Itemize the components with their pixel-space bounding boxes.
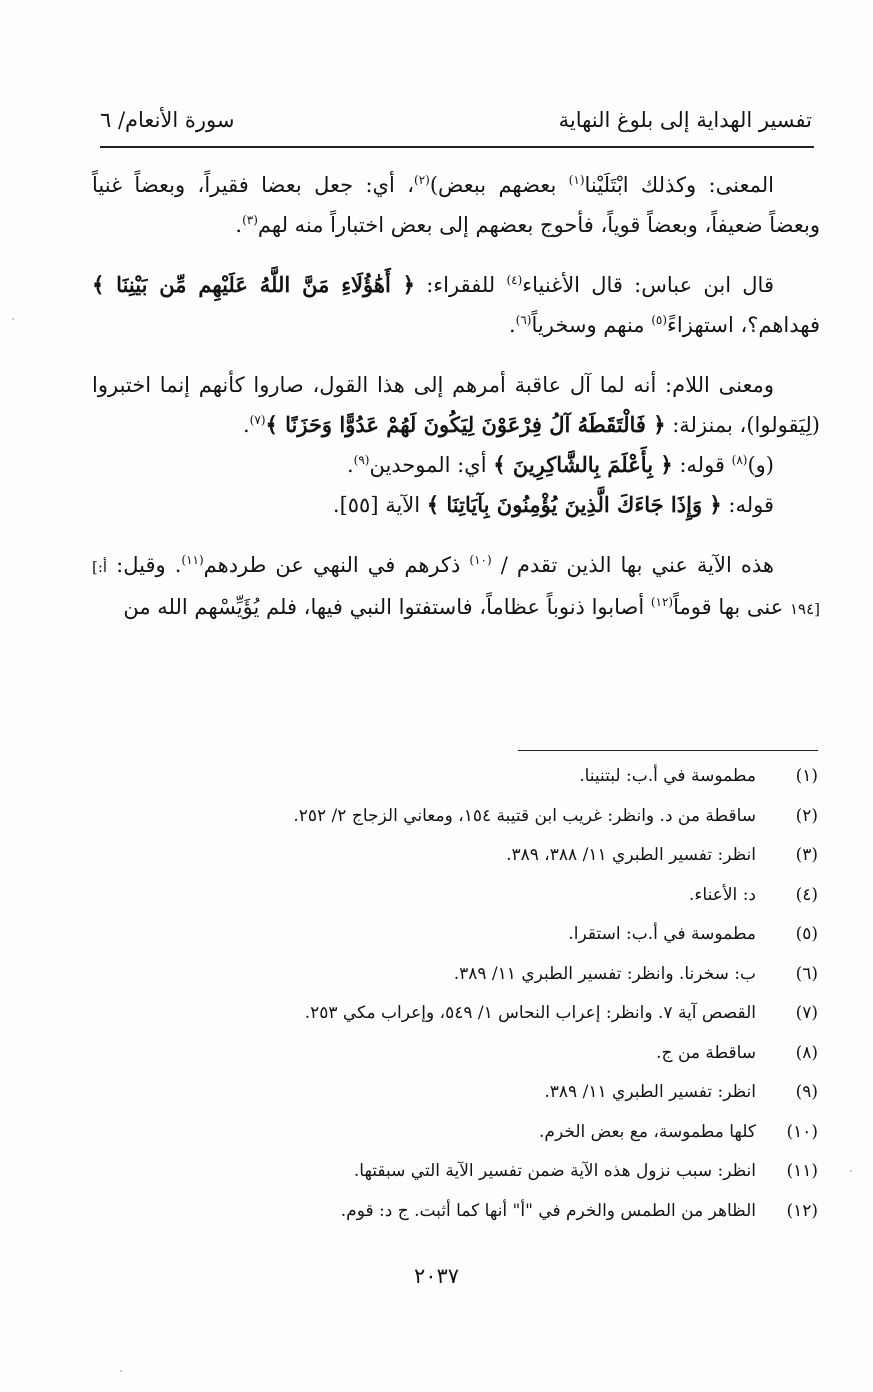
text-run: ، أي: جعل بعضا فقيراً، وبعضاً غنياً وبعضاً ضعيفاً، وبعضاً قوياً، فأحوج بعضهم إلى بعض اختباراً منه لهم: [92, 173, 820, 237]
text-run: عنى بها قوماً: [673, 595, 790, 619]
text-run: قوله:: [672, 453, 732, 477]
footnote-ref-8[interactable]: (٨): [731, 453, 748, 467]
footnote-number: (٣): [795, 845, 818, 865]
text-run: أصابوا ذنوباً عظاماً، فاستفتوا النبي فيها، فلم يُؤَيِّسْهم الله من: [123, 595, 651, 619]
paragraph-2: [92, 265, 820, 345]
main-text: [92, 165, 820, 629]
footnote-number: (٤): [795, 884, 818, 905]
footnote-number: (١): [795, 766, 818, 786]
book-title: تفسير الهداية إلى بلوغ النهاية: [558, 108, 812, 132]
footnote: [180, 964, 820, 1004]
footnote: [180, 806, 820, 846]
paragraph-6: [92, 545, 820, 629]
footnote-number: (٢): [795, 805, 818, 826]
text-run: .: [508, 313, 516, 337]
footnote-ref-4[interactable]: (٤): [506, 273, 523, 287]
footnote-text: كلها مطموسة، مع بعض الخرم.: [539, 1121, 756, 1142]
footnote-ref-5[interactable]: (٥): [651, 313, 668, 327]
text-run: (و): [747, 453, 774, 477]
text-run: بعضهم ببعض): [429, 173, 569, 197]
footnote-ref-10[interactable]: (١٠): [469, 553, 492, 567]
footnote-text: مطموسة في أ.ب: لبتنينا.: [579, 766, 756, 786]
text-run: ومعنى اللام: أنه لما آل عاقبة أمرهم إلى هذا القول، صاروا كأنهم إنما اختبروا (لِيَقولوا)، بمنزلة:: [92, 373, 820, 437]
text-run: أي: الموحدين: [369, 453, 494, 477]
text-run: ذكرهم في النهي عن طردهم: [203, 553, 470, 577]
footnote-number: (٥): [795, 924, 818, 944]
footnote-number: (٨): [795, 1042, 818, 1063]
footnote-number: (٧): [795, 1003, 818, 1023]
text-run: هذه الآية عني بها الذين تقدم /: [491, 553, 774, 577]
footnote-ref-1[interactable]: (١): [568, 173, 585, 187]
paragraph-5: [92, 485, 820, 525]
footnote: [180, 1161, 820, 1201]
text-run: فهداهم؟، استهزاءً: [667, 313, 820, 337]
footnote-text: الظاهر من الطمس والخرم في "أ" أنها كما أثبت. ج د: قوم.: [340, 1200, 756, 1221]
footnote-text: د: الأعناء.: [689, 884, 756, 905]
footnote-number: (٩): [795, 1082, 818, 1102]
footnote: [180, 1122, 820, 1162]
quran-quote: ﴿ أَهَٰؤُلَاءِ مَنَّ اللَّهُ عَلَيْهِم مِّن بَيْنِنَا ﴾: [92, 272, 415, 297]
scan-speck: [12, 318, 14, 320]
footnote-text: انظر: تفسير الطبري ١١/ ٣٨٨، ٣٨٩.: [506, 845, 756, 865]
footnote-text: القصص آية ٧. وانظر: إعراب النحاس ١/ ٥٤٩، وإعراب مكي ٢٥٣.: [304, 1003, 756, 1023]
manuscript-folio-marker: [أ: ١٩٤]: [92, 558, 820, 618]
footnote: [180, 1082, 820, 1122]
text-run: قال ابن عباس: قال الأغنياء: [522, 273, 774, 297]
footnote-text: انظر: سبب نزول هذه الآية ضمن تفسير الآية التي سبقتها.: [353, 1161, 756, 1181]
footnote-text: مطموسة في أ.ب: استقرا.: [568, 924, 756, 944]
footnote: [180, 1201, 820, 1241]
footnote-ref-9[interactable]: (٩): [353, 453, 370, 467]
header-rule: [100, 146, 814, 148]
paragraph-4: [92, 445, 820, 485]
footnote-ref-11[interactable]: (١١): [181, 553, 204, 567]
footnote-text: ب: سخرنا. وانظر: تفسير الطبري ١١/ ٣٨٩.: [453, 963, 756, 984]
surah-label: سورة الأنعام/ ٦: [100, 108, 235, 132]
paragraph-3: [92, 365, 820, 445]
footnote-text: ساقطة من د. وانظر: غريب ابن قتيبة ١٥٤، ومعاني الزجاج ٢/ ٢٥٢.: [293, 805, 756, 826]
quran-quote: ﴿ وَإِذَا جَاءَكَ الَّذِينَ يُؤْمِنُونَ بِآيَاتِنَا ﴾: [426, 492, 722, 517]
text-run: .: [235, 213, 243, 237]
footnote-ref-6[interactable]: (٦): [515, 313, 532, 327]
footnote: [180, 1043, 820, 1083]
scan-speck: [120, 1370, 122, 1372]
footnote: [180, 885, 820, 925]
text-run: المعنى: وكذلك ابْتَلَيْنا: [584, 173, 774, 197]
text-run: .: [346, 453, 354, 477]
text-run: منهم وسخرياً: [531, 313, 652, 337]
footnote: [180, 845, 820, 885]
footnote-ref-3[interactable]: (٣): [242, 213, 258, 227]
text-run: .: [242, 413, 250, 437]
running-header: [100, 108, 812, 142]
footnote-ref-12[interactable]: (١٢): [650, 595, 674, 609]
footnotes: [180, 766, 820, 1240]
footnote: [180, 766, 820, 806]
footnote-ref-7[interactable]: (٧): [249, 413, 266, 427]
text-run: للفقراء:: [414, 273, 507, 297]
paragraph-1: [92, 165, 820, 245]
footnote: [180, 924, 820, 964]
footnote-text: انظر: تفسير الطبري ١١/ ٣٨٩.: [544, 1082, 756, 1102]
quran-quote: ﴿ بِأَعْلَمَ بِالشَّاكِرِينَ ﴾: [493, 452, 673, 477]
footnote-text: ساقطة من ج.: [656, 1042, 756, 1063]
footnote-number: (١٠): [786, 1121, 818, 1142]
footnote-ref-2[interactable]: (٢): [414, 173, 430, 187]
quran-quote: ﴿ فَالْتَقَطَهُ آلُ فِرْعَوْنَ لِيَكُونَ لَهُمْ عَدُوًّا وَحَزَنًا ﴾: [265, 412, 666, 437]
footnote-number: (١٢): [786, 1200, 818, 1221]
text-run: قوله:: [721, 493, 774, 517]
footnote-number: (٦): [795, 963, 818, 984]
footnote-number: (١١): [786, 1161, 818, 1181]
page-number: ٢٠٣٧: [413, 1264, 460, 1288]
footnote: [180, 1003, 820, 1043]
text-run: . وقيل:: [107, 553, 182, 577]
footnote-separator: [518, 750, 818, 751]
text-run: الآية [٥٥].: [332, 493, 427, 517]
scan-speck: [850, 1170, 852, 1172]
